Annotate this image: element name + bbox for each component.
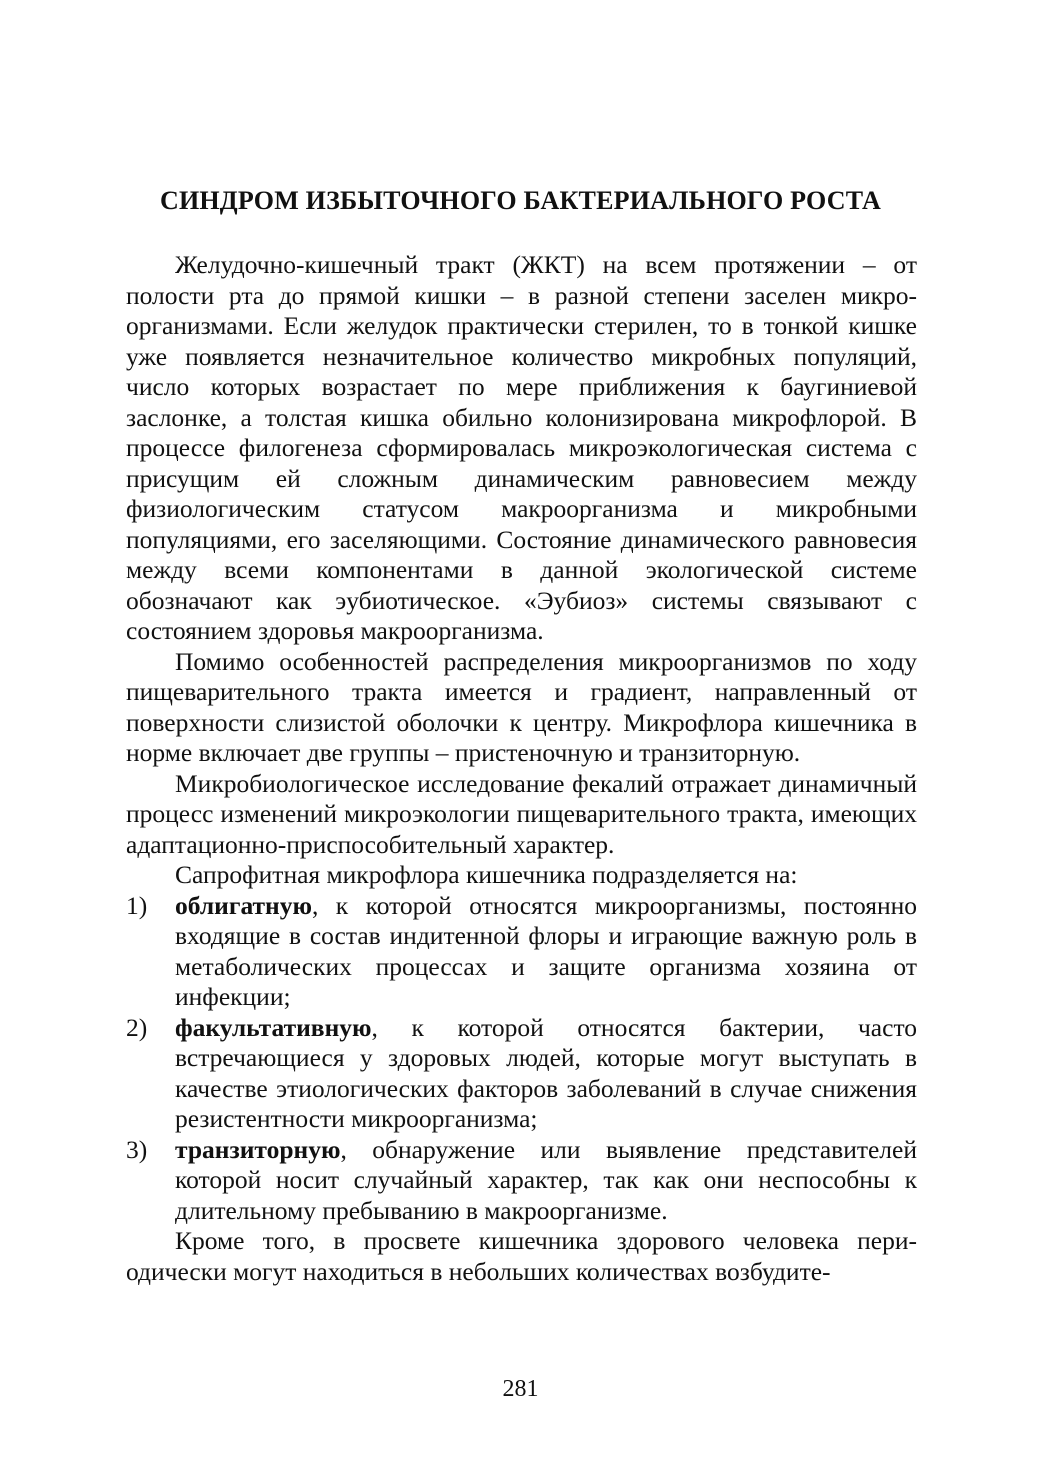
- list-text: , к которой относятся бактерии, часто встречающиеся у здоровых людей, которые могут выступать в качестве этиологических факторов заболеваний в случае снижения резистентности микроорганизма;: [175, 1012, 917, 1133]
- list-number: 3): [126, 1134, 148, 1164]
- page-number: 281: [502, 1376, 539, 1402]
- list-item: [126, 1135, 917, 1227]
- paragraph-list-intro: Сапрофитная микрофлора кишечника подразделяется на:: [175, 860, 798, 889]
- list-term: транзиторную: [175, 1134, 341, 1164]
- list-number: 1): [126, 890, 148, 920]
- list-term: облигатную: [175, 890, 312, 920]
- chapter-title: СИНДРОМ ИЗБЫТОЧНОГО БАКТЕРИАЛЬНОГО РОСТА: [159, 186, 882, 215]
- paragraph-intro: Желудочно-кишечный тракт (ЖКТ) на всем протяжении – от полости рта до прямой кишки – в разной степени заселен микроорганизмами. Если желудок практически стерилен, то в тонкой кишке уже появляется незначительное количество микробных популяций, число которых возрастает по мере приближения к баугиниевой заслонке, а толстая кишка обильно колонизирована микрофлорой. В процессе филогенеза сформировалась микроэкологическая система с присущим ей сложным динамическим равновесием между физиологическим статусом макроорганизма и микробными популяциями, его заселяющими. Состояние динамического равновесия между всеми компонентами в данной экологической системе обозначают как эубиотическое. «Эубиоз» системы связывают с состоянием здоровья макроорганизма.: [126, 250, 917, 645]
- body-text: [126, 250, 917, 1287]
- list-number: 2): [126, 1012, 148, 1042]
- list-text: , обнаружение или выявление представителей которой носит случайный характер, так как они неспособны к длительному пребыванию в макроорганизме.: [175, 1134, 917, 1225]
- paragraph-microbiology: Микробиологическое исследование фекалий отражает динамичный процесс изменений микроэкологии пищеварительного тракта, имеющих адаптационно-приспособительный характер.: [126, 768, 917, 859]
- paragraph-distribution: Помимо особенностей распределения микроорганизмов по ходу пищеварительного тракта имеется и градиент, направленный от поверхности слизистой оболочки к центру. Микрофлора кишечника в норме включает две группы – пристеночную и транзиторную.: [126, 646, 917, 767]
- list-item: [126, 1013, 917, 1135]
- list-item: [126, 891, 917, 1013]
- paragraph-final: Кроме того, в просвете кишечника здорового человека периодически могут находиться в небольших количествах возбудите-: [126, 1226, 917, 1286]
- list-text: , к которой относятся микроорганизмы, постоянно входящие в состав индитенной флоры и играющие важную роль в метаболических процессах и защите организма хозяина от инфекции;: [175, 890, 917, 1011]
- list-term: факультативную: [175, 1012, 372, 1042]
- microflora-list: [126, 891, 917, 1227]
